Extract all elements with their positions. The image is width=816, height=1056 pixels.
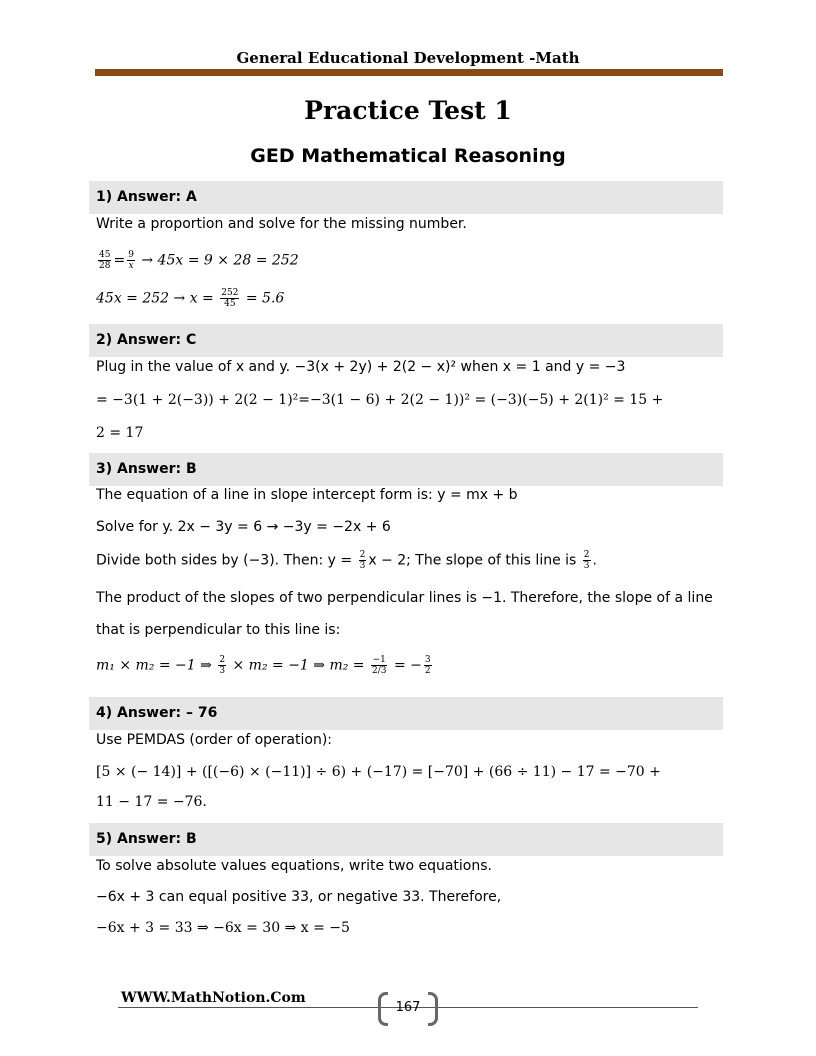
answer-heading-2: 2) Answer: C	[96, 332, 197, 348]
q3-line-6: m₁ × m₂ = −1 ⇒ $\frac{2}{3}$ × m₂ = −1 ⇒ m₂ = $\frac{-1}{2/3}$ = − $\frac{3}{2}$	[96, 655, 431, 676]
q5-line-1: To solve absolute values equations, write two equations.	[96, 858, 492, 874]
answer-band-3	[89, 453, 723, 486]
q1-line-2: $\frac{45}{28}$ = $\frac{9}{x}$ → 45x = 9 × 28 = 252	[99, 250, 299, 271]
q3-line-3: Divide both sides by (−3). Then: y = $\frac{2}{3}$ x − 2; The slope of this line is $\frac{2}{3}$ .	[96, 550, 597, 571]
q2-line-3: 2 = 17	[96, 425, 144, 441]
page-number: 167	[395, 1000, 421, 1015]
header-rule	[95, 69, 723, 76]
answer-heading-5: 5) Answer: B	[96, 831, 197, 847]
q5-line-3: −6x + 3 = 33 ⇒ −6x = 30 ⇒ x = −5	[96, 920, 350, 936]
fraction: $\frac{-1}{2/3}$	[372, 655, 387, 676]
q4-line-3: 11 − 17 = −76.	[96, 794, 207, 810]
q3-line-2: Solve for y. 2x − 3y = 6 → −3y = −2x + 6	[96, 519, 391, 535]
answer-heading-1: 1) Answer: A	[96, 189, 197, 205]
page-title: Practice Test 1	[304, 96, 512, 125]
q2-line-2: = −3(1 + 2(−3)) + 2(2 − 1)²=−3(1 − 6) + 2(2 − 1))² = (−3)(−5) + 2(1)² = 15 +	[96, 392, 664, 408]
fraction: $\frac{2}{3}$	[359, 550, 366, 571]
fraction: $\frac{252}{45}$	[221, 288, 239, 309]
footer-website: WWW.MathNotion.Com	[121, 990, 306, 1006]
page-subtitle: GED Mathematical Reasoning	[250, 145, 566, 167]
q5-line-2: −6x + 3 can equal positive 33, or negative 33. Therefore,	[96, 889, 502, 905]
answer-band-5	[89, 823, 723, 856]
running-header: General Educational Development -Math	[236, 49, 580, 67]
answer-band-4	[89, 697, 723, 730]
answer-band-2	[89, 324, 723, 357]
q4-line-1: Use PEMDAS (order of operation):	[96, 732, 333, 748]
q3-line-1: The equation of a line in slope intercept form is: y = mx + b	[96, 487, 518, 503]
q4-line-2: [5 × (− 14)] + ([(−6) × (−11)] ÷ 6) + (−17) = [−70] + (66 ÷ 11) − 17 = −70 +	[96, 764, 661, 780]
answer-band-1	[89, 181, 723, 214]
fraction: $\frac{3}{2}$	[424, 655, 431, 676]
q2-line-1: Plug in the value of x and y. −3(x + 2y) + 2(2 − x)² when x = 1 and y = −3	[96, 359, 626, 375]
fraction: $\frac{2}{3}$	[583, 550, 590, 571]
answer-heading-3: 3) Answer: B	[96, 461, 197, 477]
q1-line-3: 45x = 252 → x = $\frac{252}{45}$ = 5.6	[96, 288, 285, 309]
fraction: $\frac{45}{28}$	[99, 250, 111, 271]
q3-line-4: The product of the slopes of two perpendicular lines is −1. Therefore, the slope of a line	[96, 590, 713, 606]
q1-line-1: Write a proportion and solve for the missing number.	[96, 216, 467, 232]
answer-heading-4: 4) Answer: – 76	[96, 705, 218, 721]
fraction: $\frac{2}{3}$	[219, 655, 226, 676]
q3-line-5: that is perpendicular to this line is:	[96, 622, 341, 638]
fraction: $\frac{9}{x}$	[128, 250, 134, 271]
page-number-box	[378, 992, 438, 1022]
